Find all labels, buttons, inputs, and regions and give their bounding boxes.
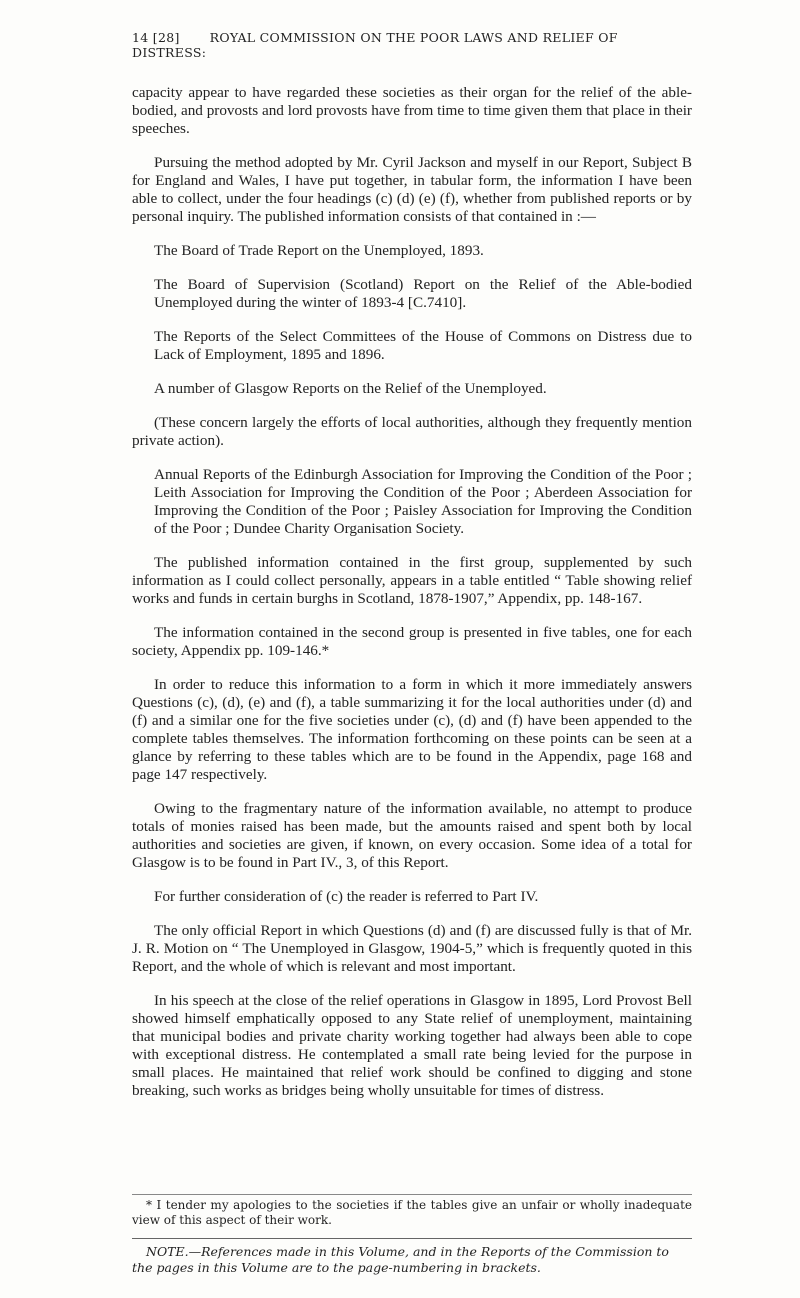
footnote-divider	[132, 1194, 692, 1195]
paragraph: capacity appear to have regarded these societies as their organ for the relief of the able-bodied, and provosts and lord provosts have from time to time given them that place in their speeches.	[132, 84, 692, 137]
running-title: ROYAL COMMISSION ON THE POOR LAWS AND RELIEF OF DISTRESS:	[132, 30, 618, 60]
paragraph: The only official Report in which Questions (d) and (f) are discussed fully is that of Mr. J. R. Motion on “ The Unemployed in Glasgow, 1904-5,” which is frequently quoted in this Report, and the whole of which is relevant and most important.	[132, 922, 692, 975]
paragraph: (These concern largely the efforts of local authorities, although they frequently mention private action).	[132, 414, 692, 449]
list-item: The Reports of the Select Committees of the House of Commons on Distress due to Lack of Employment, 1895 and 1896.	[154, 328, 692, 363]
page-reference-note: NOTE.—References made in this Volume, and in the Reports of the Commission to the pages in this Volume are to the page-numbering in brackets.	[132, 1244, 669, 1275]
paragraph: In his speech at the close of the relief operations in Glasgow in 1895, Lord Provost Bell showed himself emphatically opposed to any State relief of unemployment, maintaining that municipal bodies and private charity working together had always been able to cope with exceptional distress. He contemplated a small rate being levied for the purpose in small places. He maintained that relief work should be confined to digging and stone breaking, such works as bridges being wholly unsuitable for times of distress.	[132, 992, 692, 1099]
note-divider	[132, 1238, 692, 1239]
paragraph: Pursuing the method adopted by Mr. Cyril Jackson and myself in our Report, Subject B for England and Wales, I have put together, in tabular form, the information I have been able to collect, under the four headings (c) (d) (e) (f), whether from published reports or by personal inquiry. The published information consists of that contained in :—	[132, 154, 692, 225]
paragraph: The published information contained in the first group, supplemented by such information as I could collect personally, appears in a table entitled “ Table showing relief works and funds in certain burghs in Scotland, 1878-1907,” Appendix, pp. 148-167.	[132, 554, 692, 607]
running-header	[132, 30, 692, 60]
paragraph: Owing to the fragmentary nature of the information available, no attempt to produce totals of monies raised has been made, but the amounts raised and spent both by local authorities and societies are given, if known, on every occasion. Some idea of a total for Glasgow is to be found in Part IV., 3, of this Report.	[132, 800, 692, 871]
paragraph: In order to reduce this information to a form in which it more immediately answers Questions (c), (d), (e) and (f), a table summarizing it for the local authorities under (d) and (f) and a similar one for the five societies under (c), (d) and (f) have been appended to the complete tables themselves. The information forthcoming on these points can be seen at a glance by referring to these tables which are to be found in the Appendix, page 168 and page 147 respectively.	[132, 676, 692, 783]
list-item: The Board of Supervision (Scotland) Report on the Relief of the Able-bodied Unemployed during the winter of 1893-4 [C.7410].	[154, 276, 692, 311]
list-item: The Board of Trade Report on the Unemployed, 1893.	[154, 242, 484, 259]
body-text	[132, 84, 692, 1116]
page-number: 14 [28]	[132, 30, 180, 45]
list-item: Annual Reports of the Edinburgh Association for Improving the Condition of the Poor ; Leith Association for Improving the Condition of the Poor ; Aberdeen Association for Improving the Condition of the Poor ; Paisley Association for Improving the Condition of the Poor ; Dundee Charity Organisation Society.	[154, 466, 692, 537]
list-item: A number of Glasgow Reports on the Relief of the Unemployed.	[154, 380, 547, 397]
paragraph: The information contained in the second group is presented in five tables, one for each society, Appendix pp. 109-146.*	[132, 624, 692, 659]
footnote: * I tender my apologies to the societies if the tables give an unfair or wholly inadequate view of this aspect of their work.	[132, 1198, 692, 1227]
paragraph: For further consideration of (c) the reader is referred to Part IV.	[154, 888, 539, 905]
